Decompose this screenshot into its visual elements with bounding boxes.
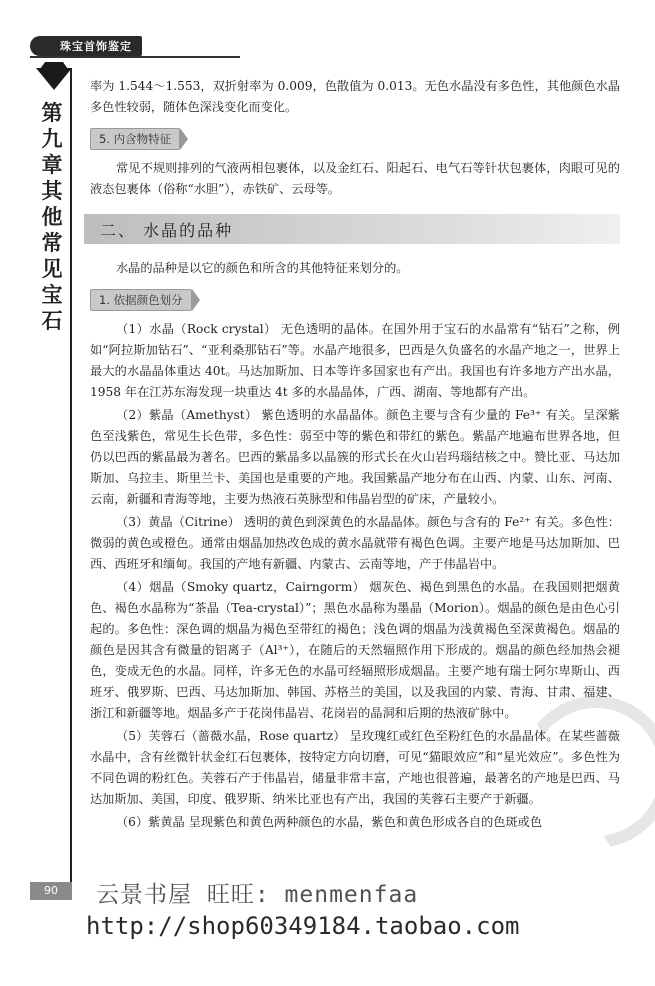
section-title: 二、 水晶的品种 <box>100 220 234 240</box>
paragraph-intro: 率为 1.544～1.553，双折射率为 0.009，色散值为 0.013。无色水晶没有多色性，其他颜色水晶多色性较弱，随体色深浅变化而变化。 <box>90 79 620 114</box>
header-rule <box>30 56 240 58</box>
chapter-side-title: 第九章 其他常见宝石 <box>41 101 63 333</box>
page-number: 90 <box>30 882 72 900</box>
chapter-rule <box>70 68 72 886</box>
paragraph-rock-crystal: （1）水晶（Rock crystal） 无色透明的晶体。在国外用于宝石的水晶常有“钻石”之称，例如“阿拉斯加钻石”、“亚利桑那钻石”等。水晶产地很多，巴西是久负盛名的水晶产地之一，世界上最大的水晶晶体重达 40t。马达加斯加、日本等许多国家也有产出。我国也有许多地方产出水晶，1958 年在江苏东海发现一块重达 4t 多的水晶晶体，广西、湖南、等地都有产出。 <box>90 322 620 399</box>
subheading-inclusions: 5. 内含物特征 <box>90 128 180 150</box>
paragraph-ametrine: （6）紫黄晶 呈现紫色和黄色两种颜色的水晶，紫色和黄色形成各自的色斑或色 <box>116 815 543 829</box>
page-content <box>90 76 620 835</box>
watermark-line-1: 云景书屋 旺旺: menmenfaa <box>96 882 419 908</box>
paragraph-smoky-quartz: （4）烟晶（Smoky quartz，Cairngorm） 烟灰色、褐色到黑色的水晶。在我国则把烟黄色、褐色水晶称为“茶晶（Tea-crystal）”；黑色水晶称为墨晶（Morion）。烟晶的颜色是由色心引起的。多色性：深色调的烟晶为褐色至带红的褐色；浅色调的烟晶为浅黄褐色至深黄褐色。烟晶的颜色是因其含有微量的铝离子（Al³⁺），在随后的天然辐照作用下形成的。烟晶的颜色经加热会褪色，变成无色的水晶。同样，许多无色的水晶可经辐照形成烟晶。主要产地有瑞士阿尔卑斯山、西班牙、俄罗斯、巴西、马达加斯加、韩国、苏格兰的美国，以及我国的内蒙、青海、甘肃、福建、浙江和新疆等地。烟晶多产于花岗伟晶岩、花岗岩的晶洞和后期的热液矿脉中。 <box>90 580 620 720</box>
paragraph-rose-quartz: （5）芙蓉石（蔷薇水晶，Rose quartz） 呈玫瑰红或红色至粉红色的水晶晶体。在某些蔷薇水晶中，含有丝微针状金红石包裹体，按特定方向切磨，可见“猫眼效应”和“星光效应”。多色性为不同色调的粉红色。芙蓉石产于伟晶岩，储量非常丰富，产地也很普遍，最著名的产地是巴西、马达加斯加、美国，印度、俄罗斯、纳米比亚也有产出，我国的芙蓉石主要产于新疆。 <box>90 729 620 806</box>
section-heading <box>84 214 620 244</box>
paragraph-inclusions: 常见不规则排列的气液两相包裹体，以及金红石、阳起石、电气石等针状包裹体，肉眼可见的液态包裹体（俗称“水胆”），赤铁矿、云母等。 <box>90 161 620 196</box>
subheading-color: 1. 依据颜色划分 <box>90 289 192 311</box>
header-title: 珠宝首饰鉴定 <box>30 36 142 56</box>
running-header <box>30 36 230 56</box>
watermark-line-2: http://shop60349184.taobao.com <box>86 912 520 940</box>
paragraph-varieties: 水晶的品种是以它的颜色和所含的其他特征来划分的。 <box>116 261 409 275</box>
paragraph-citrine: （3）黄晶（Citrine） 透明的黄色到深黄色的水晶晶体。颜色与含有的 Fe²⁺ 有关。多色性：微弱的黄色或橙色。通常由烟晶加热改色成的黄水晶就带有褐色色调。主要产地是马达加斯加、巴西、西班牙和缅甸。我国的产地有新疆、内蒙古、云南等地，产于伟晶岩中。 <box>90 515 620 571</box>
diamond-icon <box>36 68 72 90</box>
paragraph-amethyst: （2）紫晶（Amethyst） 紫色透明的水晶晶体。颜色主要与含有少量的 Fe³⁺ 有关。呈深紫色至浅紫色，常见生长色带，多色性：弱至中等的紫色和带红的紫色。紫晶产地遍布世界各地，但仍以巴西的紫晶最为著名。巴西的紫晶多以晶簇的形式长在火山岩玛瑙结核之中。赞比亚、马达加斯加、乌拉圭、斯里兰卡、美国也是重要的产地。我国紫晶产地分布在山西、内蒙、山东、河南、云南，新疆和青海等地，主要为热液石英脉型和伟晶岩型的矿床，产量较小。 <box>90 408 620 506</box>
